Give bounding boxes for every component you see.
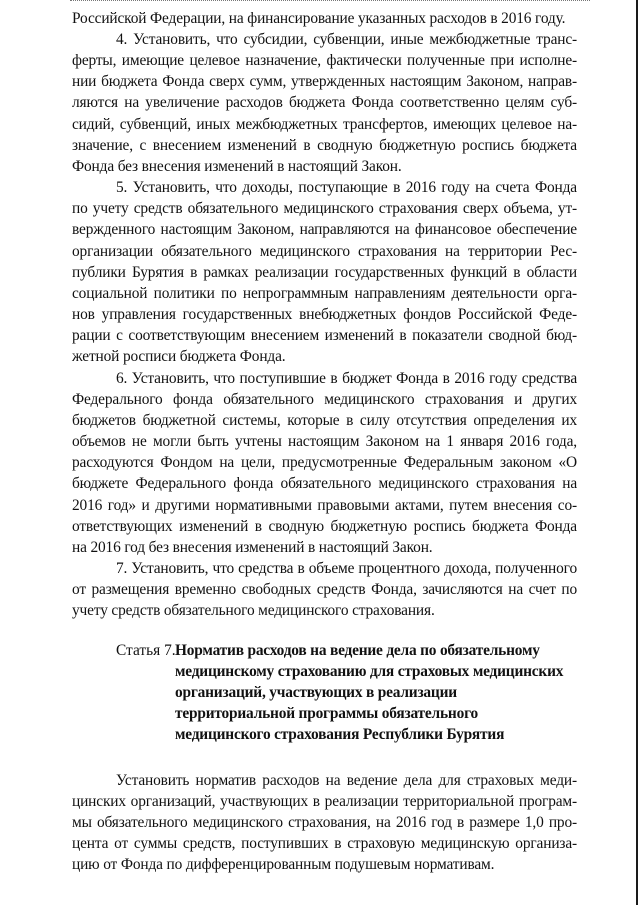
text-line: учету средств обязательного медицинского страхования.	[72, 602, 435, 619]
text-line: 6. Установить, что поступившие в бюджет Фонда в 2016 году средства	[116, 370, 577, 387]
text-line: социальной политики по непрограммным направлениям деятельности орга-	[72, 285, 577, 302]
text-line: ответствующих изменений в сводную бюджетную роспись бюджета Фонда	[72, 518, 577, 535]
text-line: 5. Установить, что доходы, поступающие в 2016 году на счета Фонда	[116, 179, 577, 196]
article-title-line: медицинскому страхованию для страховых медицинских	[175, 663, 564, 680]
text-line: значение, с внесением изменений в сводную бюджетную роспись бюджета	[72, 137, 577, 154]
text-line: организации обязательного медицинского страхования на территории Рес-	[72, 243, 577, 260]
text-line: 7. Установить, что средства в объеме процентного дохода, полученного	[116, 560, 577, 577]
text-line: мы обязательного медицинского страхования, на 2016 год в размере 1,0 про-	[72, 814, 577, 831]
text-line: цинских организаций, участвующих в реализации территориальной програм-	[72, 793, 577, 810]
text-line: по учету средств обязательного медицинского страхования сверх объема, ут-	[72, 200, 577, 217]
text-line: жетной росписи бюджета Фонда.	[72, 348, 286, 365]
text-line: рации с соответствующим внесением изменений в показатели сводной бюд-	[72, 327, 577, 344]
text-line: Российской Федерации, на финансирование указанных расходов в 2016 году.	[72, 10, 566, 27]
text-line: 4. Установить, что субсидии, субвенции, иные межбюджетные транс-	[116, 31, 577, 48]
text-line: бюджетов бюджетной системы, которые в силу отсутствия определения их	[72, 412, 577, 429]
text-line: публики Бурятия в рамках реализации государственных функций в области	[72, 264, 577, 281]
text-line: вержденного настоящим Законом, направляются на финансовое обеспечение	[72, 221, 577, 238]
text-line: 2016 год» и другими нормативными правовыми актами, путем внесения со-	[72, 497, 577, 514]
text-line: Федерального фонда обязательного медицинского страхования и других	[72, 391, 577, 408]
scan-top-edge	[70, 0, 590, 5]
text-line: цента от суммы средств, поступивших в страховую медицинскую организа-	[72, 835, 577, 852]
text-line: нов управления государственных внебюджетных фондов Российской Феде-	[72, 306, 577, 323]
text-line: от размещения временно свободных средств Фонда, зачисляются на счет по	[72, 581, 577, 598]
article-title-line: организаций, участвующих в реализации	[175, 684, 457, 701]
text-line: ферты, имеющие целевое назначение, фактически полученные при исполне-	[72, 52, 577, 69]
article-title-line: Норматив расходов на ведение дела по обязательному	[175, 642, 540, 659]
text-line: расходуются Фондом на цели, предусмотренные Федеральным законом «О	[72, 454, 577, 471]
scan-right-edge	[636, 0, 638, 905]
text-line: Установить норматив расходов на ведение дела для страховых меди-	[116, 772, 577, 789]
article-title-line: территориальной программы обязательного	[175, 705, 478, 722]
article-title-line: медицинского страхования Республики Бурятия	[175, 726, 505, 743]
article-label: Статья 7.	[116, 642, 176, 659]
text-line: бюджете Федерального фонда обязательного медицинского страхования на	[72, 475, 577, 492]
text-line: сидий, субвенций, иных межбюджетных трансфертов, имеющих целевое на-	[72, 116, 577, 133]
text-line: цию от Фонда по дифференцированным подушевым нормативам.	[72, 856, 495, 873]
text-line: Фонда без внесения изменений в настоящий Закон.	[72, 158, 402, 175]
text-line: на 2016 год без внесения изменений в настоящий Закон.	[72, 539, 433, 556]
text-line: объемов не могли быть учтены настоящим Законом на 1 января 2016 года,	[72, 433, 577, 450]
text-line: нии бюджета Фонда сверх сумм, утвержденных настоящим Законом, направ-	[72, 73, 577, 90]
text-line: ляются на увеличение расходов бюджета Фонда соответственно целям суб-	[72, 94, 577, 111]
